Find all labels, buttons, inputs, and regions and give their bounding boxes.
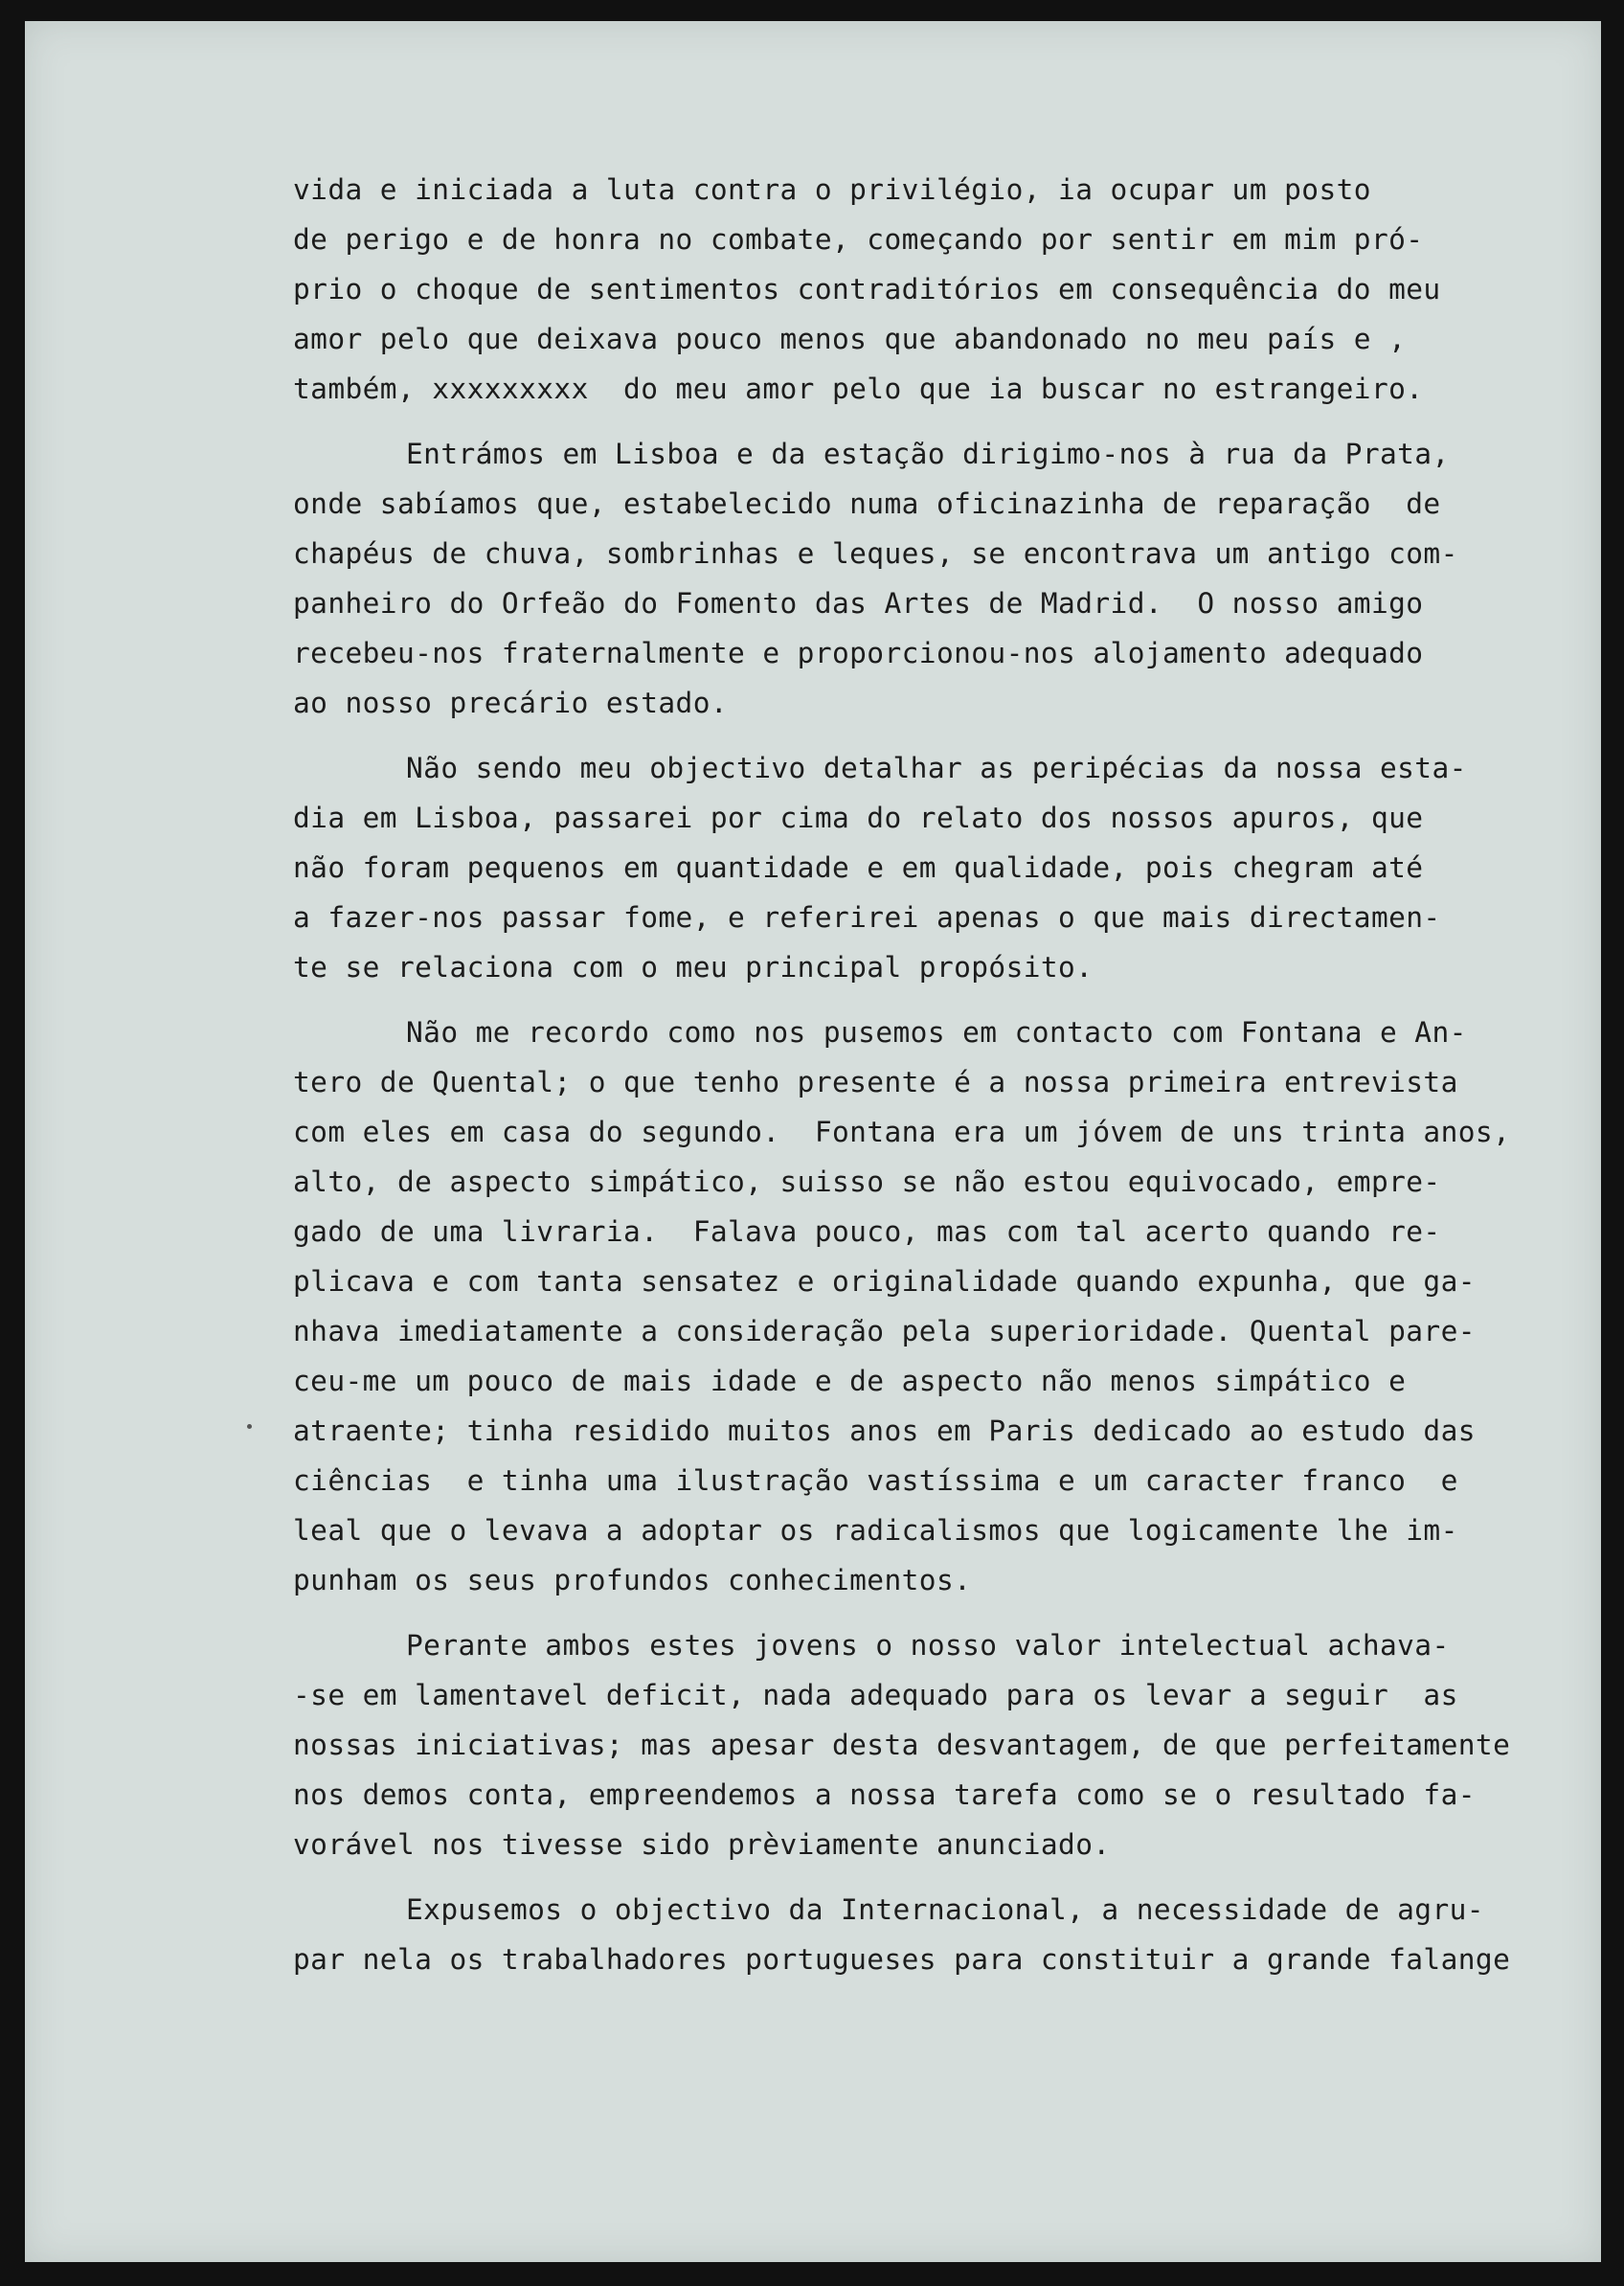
text-line: tero de Quental; o que tenho presente é a nossa primeira entrevista <box>293 1066 1458 1098</box>
text-line: gado de uma livraria. Falava pouco, mas com tal acerto quando re- <box>293 1215 1441 1248</box>
paragraph-2 <box>293 429 1614 728</box>
text-line: chapéus de chuva, sombrinhas e leques, se encontrava um antigo com- <box>293 537 1458 570</box>
paragraph-6 <box>293 1885 1614 1984</box>
text-line: de perigo e de honra no combate, começando por sentir em mim pró- <box>293 223 1424 256</box>
typewritten-page <box>25 21 1601 2262</box>
paragraph-1 <box>293 165 1614 414</box>
text-line: Não sendo meu objectivo detalhar as peripécias da nossa esta- <box>406 752 1467 784</box>
text-line: a fazer-nos passar fome, e referirei apenas o que mais directamen- <box>293 901 1441 934</box>
text-line: dia em Lisboa, passarei por cima do relato dos nossos apuros, que <box>293 802 1424 834</box>
text-line: não foram pequenos em quantidade e em qualidade, pois chegram até <box>293 851 1424 884</box>
paragraph-5 <box>293 1620 1614 1869</box>
text-line: te se relaciona com o meu principal propósito. <box>293 951 1094 984</box>
paragraph-3 <box>293 743 1614 992</box>
text-line: nossas iniciativas; mas apesar desta desvantagem, de que perfeitamente <box>293 1729 1511 1761</box>
text-line: ao nosso precário estado. <box>293 687 729 719</box>
text-line: nos demos conta, empreendemos a nossa tarefa como se o resultado fa- <box>293 1778 1476 1811</box>
text-line: panheiro do Orfeão do Fomento das Artes de Madrid. O nosso amigo <box>293 587 1424 620</box>
text-line: par nela os trabalhadores portugueses para constituir a grande falange <box>293 1943 1511 1976</box>
paragraph-4 <box>293 1007 1614 1605</box>
text-line: atraente; tinha residido muitos anos em Paris dedicado ao estudo das <box>293 1415 1476 1447</box>
text-line: nhava imediatamente a consideração pela superioridade. Quental pare- <box>293 1315 1476 1347</box>
text-line: vida e iniciada a luta contra o privilégio, ia ocupar um posto <box>293 173 1371 206</box>
text-line: Expusemos o objectivo da Internacional, a necessidade de agru- <box>406 1893 1484 1926</box>
text-line: punham os seus profundos conhecimentos. <box>293 1564 972 1596</box>
text-line: amor pelo que deixava pouco menos que abandonado no meu país e , <box>293 323 1407 355</box>
text-line: com eles em casa do segundo. Fontana era um jóvem de uns trinta anos, <box>293 1116 1511 1148</box>
text-line: Perante ambos estes jovens o nosso valor intelectual achava- <box>406 1629 1450 1662</box>
text-line: recebeu-nos fraternalmente e proporcionou-nos alojamento adequado <box>293 637 1424 669</box>
text-line: Entrámos em Lisboa e da estação dirigimo-nos à rua da Prata, <box>406 438 1450 470</box>
text-line: prio o choque de sentimentos contraditórios em consequência do meu <box>293 273 1441 306</box>
text-line: -se em lamentavel deficit, nada adequado para os levar a seguir as <box>293 1679 1458 1711</box>
text-line: também, xxxxxxxxx do meu amor pelo que ia buscar no estrangeiro. <box>293 373 1424 405</box>
text-line: leal que o levava a adoptar os radicalismos que logicamente lhe im- <box>293 1514 1458 1547</box>
text-line: alto, de aspecto simpático, suisso se não estou equivocado, empre- <box>293 1166 1441 1198</box>
stray-ink-dot <box>247 1424 252 1429</box>
text-line: onde sabíamos que, estabelecido numa oficinazinha de reparação de <box>293 487 1441 520</box>
text-line: Não me recordo como nos pusemos em contacto com Fontana e An- <box>406 1016 1467 1049</box>
text-line: plicava e com tanta sensatez e originalidade quando expunha, que ga- <box>293 1265 1476 1298</box>
text-line: vorável nos tivesse sido prèviamente anunciado. <box>293 1828 1111 1861</box>
text-line: ciências e tinha uma ilustração vastíssima e um caracter franco e <box>293 1464 1458 1497</box>
page-body <box>293 165 1614 2000</box>
text-line: ceu-me um pouco de mais idade e de aspecto não menos simpático e <box>293 1365 1407 1397</box>
